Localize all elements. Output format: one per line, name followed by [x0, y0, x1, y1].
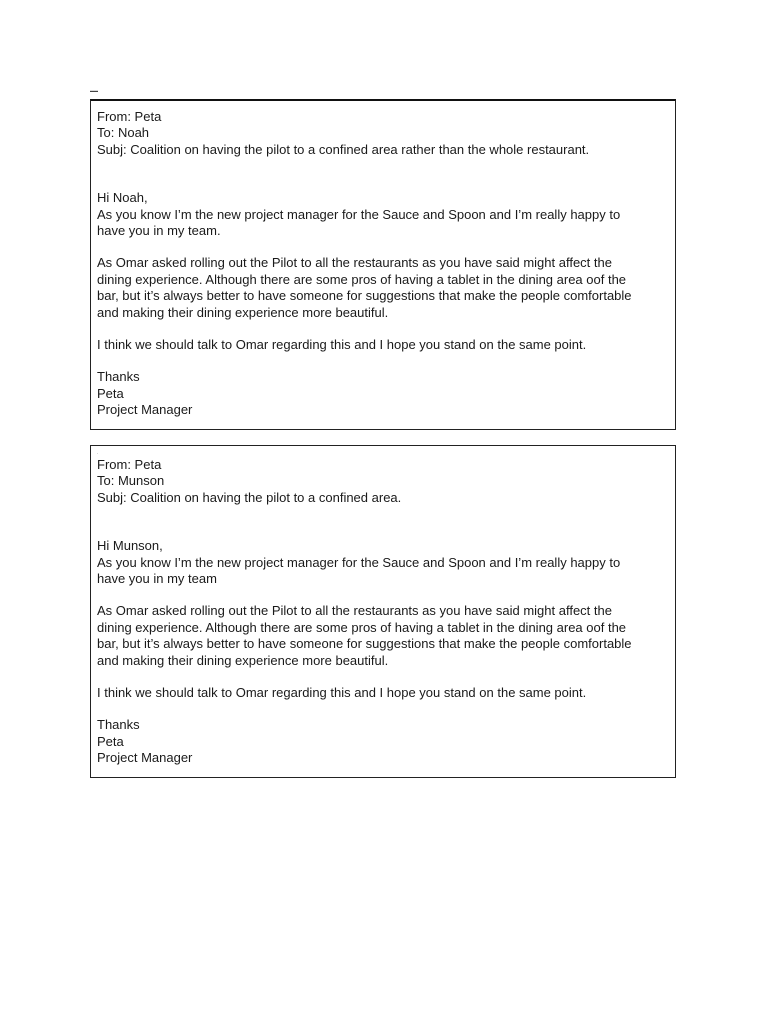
email-paragraph-2-line: and making their dining experience more beautiful.	[97, 304, 389, 320]
email-paragraph-3: I think we should talk to Omar regarding this and I hope you stand on the same point.	[97, 337, 587, 353]
email-box-noah	[90, 99, 676, 430]
email-paragraph-2-line: bar, but it’s always better to have someone for suggestions that make the people comfortable	[97, 636, 632, 652]
email-paragraph-2-line: As Omar asked rolling out the Pilot to all the restaurants as you have said might affect the	[97, 603, 612, 619]
email-box-munson	[90, 445, 676, 778]
email-signoff: Thanks	[97, 369, 140, 385]
spacer	[97, 669, 669, 685]
email-paragraph-2-line: As Omar asked rolling out the Pilot to all the restaurants as you have said might affect the	[97, 255, 612, 271]
spacer	[97, 506, 669, 538]
email-greeting: Hi Noah,	[97, 190, 148, 206]
spacer	[97, 353, 669, 369]
email-sender-name: Peta	[97, 385, 124, 401]
email-signoff: Thanks	[97, 717, 140, 733]
email-sender-title: Project Manager	[97, 750, 193, 766]
email-from: From: Peta	[97, 109, 162, 124]
email-paragraph-3: I think we should talk to Omar regarding this and I hope you stand on the same point.	[97, 685, 587, 701]
email-to: To: Munson	[97, 473, 165, 489]
page-header-mark: ▬▬	[90, 88, 98, 93]
spacer	[97, 158, 669, 190]
email-paragraph-2-line: bar, but it’s always better to have someone for suggestions that make the people comfortable	[97, 288, 632, 304]
email-paragraph-2-line: dining experience. Although there are some pros of having a tablet in the dining area oof the	[97, 619, 627, 635]
email-paragraph-1-line: As you know I’m the new project manager for the Sauce and Spoon and I’m really happy to	[97, 554, 621, 570]
email-sender-name: Peta	[97, 733, 124, 749]
email-sender-title: Project Manager	[97, 402, 193, 418]
email-subject: Subj: Coalition on having the pilot to a confined area rather than the whole restaurant.	[97, 141, 590, 157]
email-paragraph-1-line: As you know I’m the new project manager for the Sauce and Spoon and I’m really happy to	[97, 206, 621, 222]
email-paragraph-2-line: dining experience. Although there are some pros of having a tablet in the dining area oof the	[97, 271, 627, 287]
email-greeting: Hi Munson,	[97, 538, 163, 554]
email-paragraph-2-line: and making their dining experience more beautiful.	[97, 652, 389, 668]
spacer	[97, 587, 669, 603]
spacer	[97, 239, 669, 255]
email-paragraph-1-line: have you in my team.	[97, 223, 221, 239]
email-paragraph-1-line: have you in my team	[97, 571, 217, 587]
email-from: From: Peta	[97, 457, 162, 472]
email-subject: Subj: Coalition on having the pilot to a confined area.	[97, 489, 402, 505]
spacer	[97, 701, 669, 717]
email-marker: ·	[97, 451, 99, 456]
email-to: To: Noah	[97, 125, 150, 141]
spacer	[97, 321, 669, 337]
